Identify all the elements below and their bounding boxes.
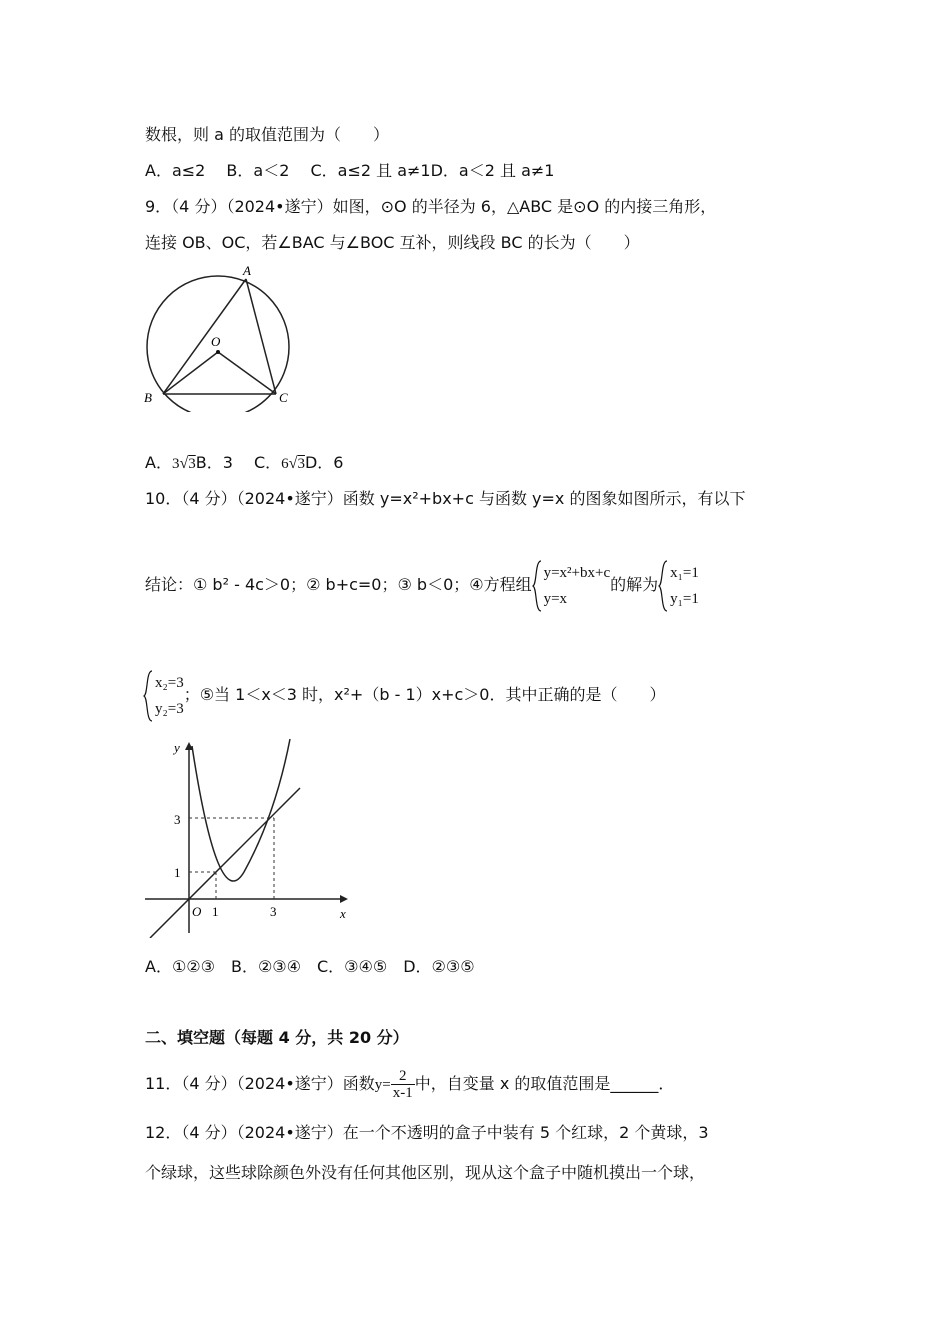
x-tick-3: 3: [270, 904, 277, 919]
solution-2: [143, 670, 184, 722]
q11-prefix: 11．（4 分）（2024•遂宁）函数: [145, 1074, 375, 1093]
segment-ob: [163, 352, 218, 394]
center-point: [216, 350, 220, 354]
axis-label-x: x: [340, 906, 346, 921]
parabola-curve: [192, 739, 290, 881]
q10-options: A．①②③ B．②③④ C．③④⑤ D．②③⑤: [145, 957, 475, 976]
fraction-numerator: 2: [391, 1068, 415, 1085]
fraction: [391, 1068, 415, 1101]
solution-2-y: y₂=3: [155, 700, 184, 717]
label-o: O: [211, 334, 221, 349]
label-b: B: [144, 390, 152, 405]
q10-stem-line3: [143, 668, 665, 722]
origin-label: O: [192, 904, 202, 919]
q8-options: A．a≤2 B．a＜2 C．a≤2 且 a≠1D．a＜2 且 a≠1: [145, 161, 555, 180]
q10-solution-label: 的解为: [610, 575, 659, 594]
q11-lhs: y=: [374, 1077, 391, 1093]
line-y-equals-x: [150, 788, 300, 938]
q10-conclusions: 结论：① b² - 4c＞0；② b+c=0；③ b＜0；④方程组: [145, 575, 532, 594]
q8-stem-tail: 数根，则 a 的取值范围为（ ）: [145, 125, 389, 144]
y-tick-3: 3: [174, 812, 181, 827]
solution-2-x: x₂=3: [155, 674, 184, 691]
q9-circle-figure: [138, 262, 308, 412]
q9-stem-line1: 9．（4 分）（2024•遂宁）如图，⊙O 的半径为 6，△ABC 是⊙O 的内接三角形，: [145, 197, 717, 216]
solution-1-y: y₁=1: [670, 590, 699, 607]
q9-option-a-radicand: 3: [188, 456, 196, 472]
q12-stem-line2: 个绿球，这些球除颜色外没有任何其他区别，现从这个盒子中随机摸出一个球，: [145, 1163, 706, 1182]
x-tick-1: 1: [212, 904, 219, 919]
system-eq1: y=x²+bx+c: [543, 564, 611, 581]
answer-blank[interactable]: ______: [610, 1074, 659, 1093]
q10-stem-line1: 10．（4 分）（2024•遂宁）函数 y=x²+bx+c 与函数 y=x 的图象如图所示，有以下: [145, 489, 746, 508]
solution-1: [658, 560, 699, 612]
equation-system: [532, 560, 611, 612]
q11-stem: [145, 1064, 674, 1104]
q9-option-a-coef: 3: [171, 456, 180, 472]
q11-suffix: 中，自变量 x 的取值范围是: [414, 1074, 611, 1093]
q11-end: ．: [658, 1074, 675, 1093]
q9-stem-line2: 连接 OB、OC，若∠BAC 与∠BOC 互补，则线段 BC 的长为（ ）: [145, 233, 640, 252]
q9-option-c-coef: 6: [281, 456, 289, 472]
q9-option-c-radicand: 3: [297, 456, 305, 472]
sqrt-icon: √: [288, 455, 298, 472]
side-ac: [246, 279, 276, 394]
side-ab: [163, 279, 246, 394]
label-a: A: [243, 263, 251, 278]
solution-1-x: x₁=1: [670, 564, 699, 581]
q12-stem-line1: 12．（4 分）（2024•遂宁）在一个不透明的盒子中装有 5 个红球，2 个黄球，3: [145, 1123, 709, 1142]
q9-option-d: D．6: [304, 453, 344, 472]
q9-option-b: B．3 C．: [195, 453, 282, 472]
q10-graph-figure: [140, 738, 360, 938]
fraction-denominator: x-1: [392, 1085, 413, 1101]
q9-option-a-label: A．: [145, 453, 172, 472]
q10-stem-line2: [145, 558, 699, 612]
label-c: C: [279, 390, 288, 405]
x-axis-arrow-icon: [340, 895, 348, 903]
system-eq2: y=x: [543, 590, 568, 607]
q9-options: [145, 452, 343, 475]
axis-label-y: y: [174, 740, 180, 755]
q10-statement-5: ；⑤当 1＜x＜3 时，x²+（b - 1）x+c＞0．其中正确的是（ ）: [183, 685, 666, 704]
y-tick-1: 1: [174, 865, 181, 880]
section-2-title: 二、填空题（每题 4 分，共 20 分）: [145, 1028, 409, 1047]
sqrt-icon: √: [179, 455, 189, 472]
